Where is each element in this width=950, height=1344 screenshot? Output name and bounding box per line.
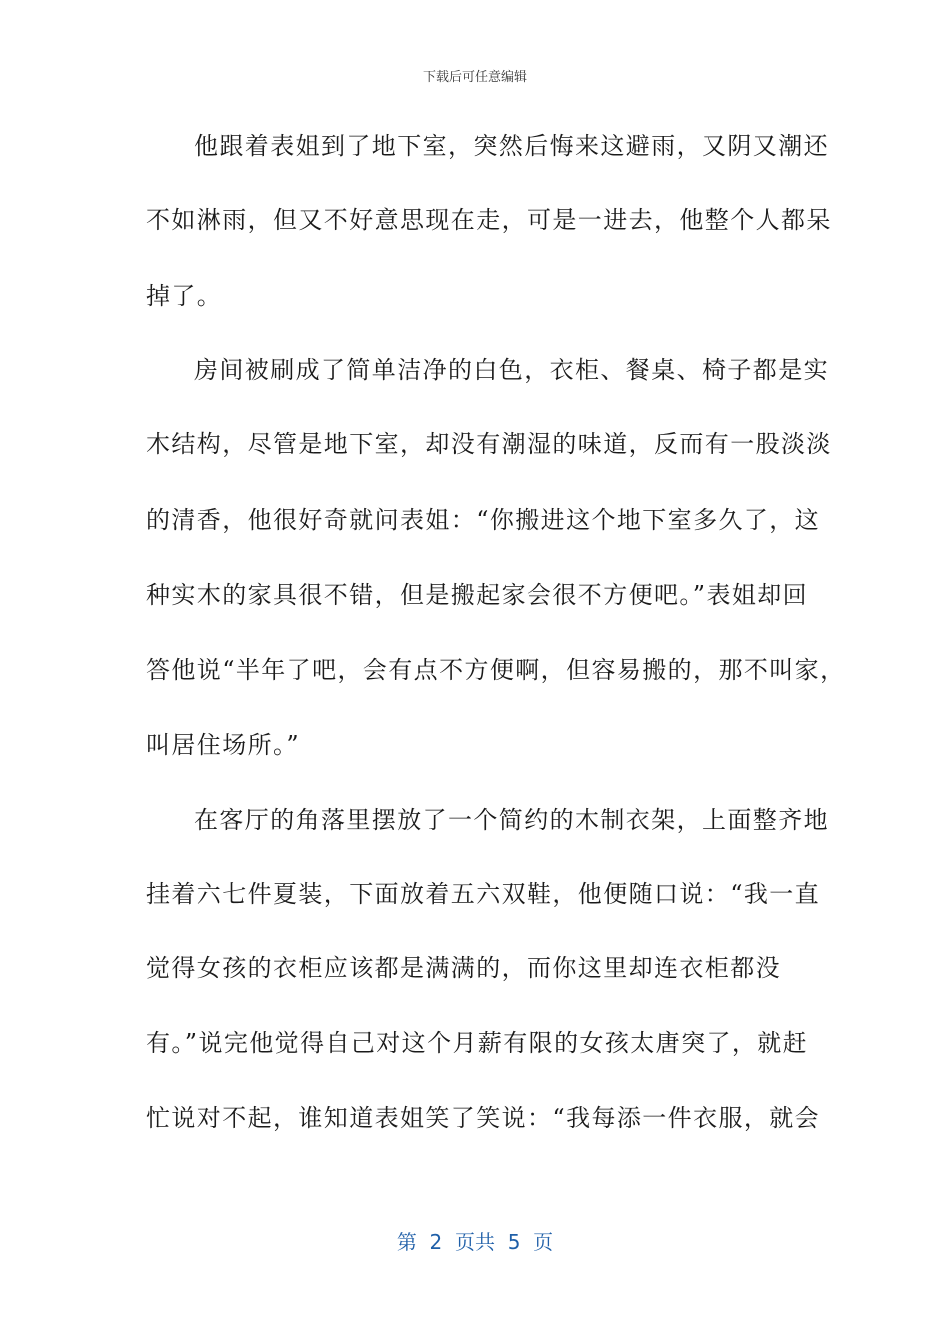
paragraph-2-line-1: 房间被刷成了简单洁净的白色，衣柜、餐桌、椅子都是实 bbox=[194, 356, 829, 384]
paragraph-3-line-3: 觉得女孩的衣柜应该都是满满的，而你这里却连衣柜都没 bbox=[146, 954, 781, 982]
paragraph-2-line-5: 答他说“半年了吧，会有点不方便啊，但容易搬的，那不叫家， bbox=[146, 656, 846, 684]
page-header-note: 下载后可任意编辑 bbox=[422, 70, 527, 85]
paragraph-2-line-4: 种实木的家具很不错，但是搬起家会很不方便吧。”表姐却回 bbox=[146, 581, 809, 609]
paragraph-1-line-1: 他跟着表姐到了地下室，突然后悔来这避雨，又阴又潮还 bbox=[194, 132, 829, 160]
page-number: 第 2 页共 5 页 bbox=[396, 1230, 554, 1254]
paragraph-1-line-3: 掉了。 bbox=[146, 282, 223, 310]
paragraph-2-line-2: 木结构，尽管是地下室，却没有潮湿的味道，反而有一股淡淡 bbox=[146, 430, 832, 458]
paragraph-1-line-2: 不如淋雨，但又不好意思现在走，可是一进去，他整个人都呆 bbox=[146, 206, 832, 234]
paragraph-3-line-2: 挂着六七件夏装，下面放着五六双鞋，他便随口说：“我一直 bbox=[146, 880, 821, 908]
paragraph-3-line-4: 有。”说完他觉得自己对这个月薪有限的女孩太唐突了，就赶 bbox=[146, 1029, 809, 1057]
paragraph-3-line-1: 在客厅的角落里摆放了一个简约的木制衣架，上面整齐地 bbox=[194, 806, 829, 834]
paragraph-2-line-3: 的清香，他很好奇就问表姐：“你搬进这个地下室多久了，这 bbox=[146, 506, 821, 534]
paragraph-2-line-6: 叫居住场所。” bbox=[146, 731, 301, 759]
paragraph-3-line-5: 忙说对不起，谁知道表姐笑了笑说：“我每添一件衣服，就会 bbox=[146, 1104, 821, 1132]
